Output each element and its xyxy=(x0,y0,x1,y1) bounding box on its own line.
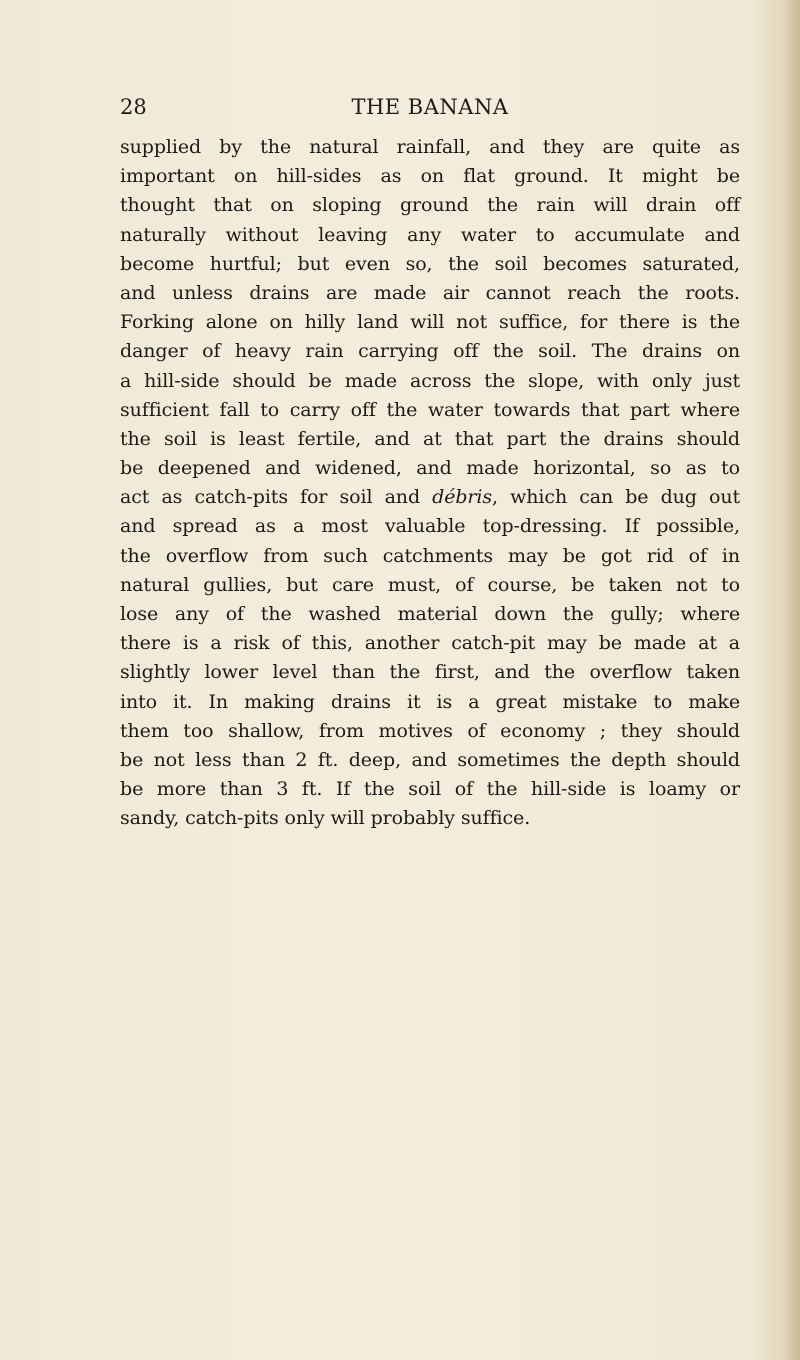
text-line-7: Forking alone on hilly land will not suffice, for there is the xyxy=(120,311,740,334)
text-line-13: act as catch-pits for soil and débris, which can be dug out xyxy=(120,486,740,509)
text-line-23: be more than 3 ft. If the soil of the hill-side is loamy or xyxy=(120,778,740,801)
text-line-14: and spread as a most valuable top-dressing. If possible, xyxy=(120,515,740,538)
running-header xyxy=(120,92,740,122)
text-line-3: thought that on sloping ground the rain will drain off xyxy=(120,194,740,217)
running-title: THE BANANA xyxy=(351,95,509,119)
text-line-16: natural gullies, but care must, of course, be taken not to xyxy=(120,573,740,596)
text-line-20: into it. In making drains it is a great mistake to make xyxy=(120,690,740,713)
text-line-21: them too shallow, from motives of economy ; they should xyxy=(120,719,740,742)
text-line-15: the overflow from such catchments may be got rid of in xyxy=(120,544,740,567)
page-number: 28 xyxy=(120,95,147,119)
text-line-6: and unless drains are made air cannot reach the roots. xyxy=(120,281,740,304)
page-edge-shadow xyxy=(784,0,800,1360)
text-line-9: a hill-side should be made across the slope, with only just xyxy=(120,369,740,392)
text-line-24: sandy, catch-pits only will probably suffice. xyxy=(120,807,531,830)
text-line-10: sufficient fall to carry off the water towards that part where xyxy=(120,398,740,421)
text-line-22: be not less than 2 ft. deep, and sometimes the depth should xyxy=(120,748,740,771)
text-line-19: slightly lower level than the first, and the overflow taken xyxy=(120,661,740,684)
text-line-1: supplied by the natural rainfall, and they are quite as xyxy=(120,136,740,158)
text-line-8: danger of heavy rain carrying off the soil. The drains on xyxy=(120,340,740,363)
italic-debris: débris xyxy=(432,486,493,509)
text-line-4: naturally without leaving any water to accumulate and xyxy=(120,223,740,246)
text-line-17: lose any of the washed material down the gully; where xyxy=(120,603,740,625)
text-line-5: become hurtful; but even so, the soil becomes saturated, xyxy=(120,252,740,275)
text-line-2: important on hill-sides as on flat ground. It might be xyxy=(120,165,740,188)
text-line-12: be deepened and widened, and made horizontal, so as to xyxy=(120,457,740,480)
body-paragraph xyxy=(120,133,740,834)
text-line-18: there is a risk of this, another catch-pit may be made at a xyxy=(120,632,740,655)
text-line-11: the soil is least fertile, and at that part the drains should xyxy=(120,427,740,450)
